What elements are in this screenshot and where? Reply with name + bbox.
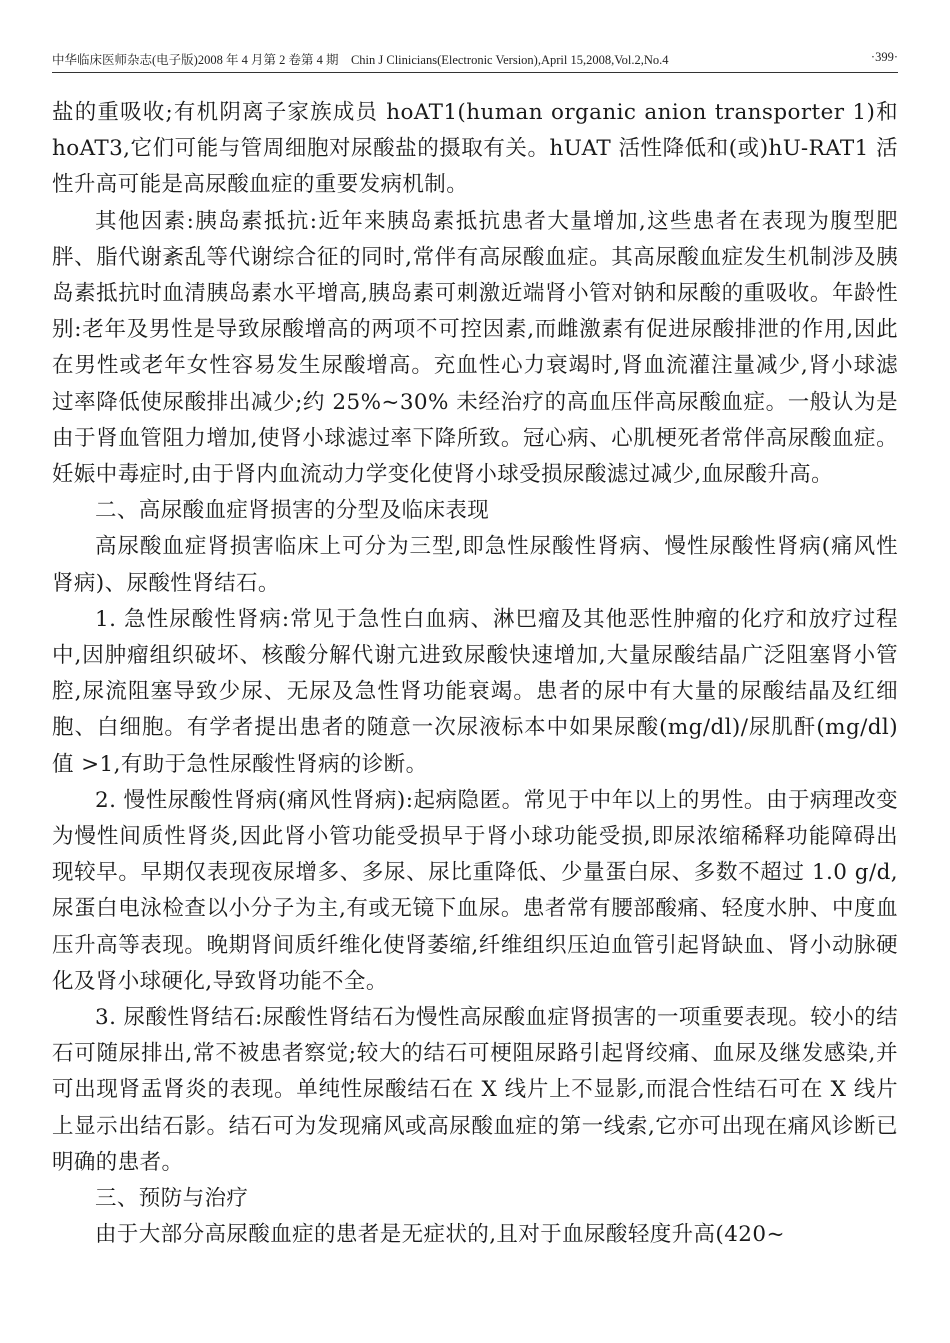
section-heading-classification: 二、高尿酸血症肾损害的分型及临床表现 [95,498,490,524]
paragraph-continuation: 盐的重吸收;有机阴离子家族成员 hoAT1(human organic anion transporter 1)和 hoAT3,它们可能与管周细胞对尿酸盐的摄取有关。hUAT 活性降低和(或)hU-RAT1 活性升高可能是高尿酸血症的重要发病机制。 [52,100,898,198]
paragraph-three-types: 高尿酸血症肾损害临床上可分为三型,即急性尿酸性肾病、慢性尿酸性肾病(痛风性肾病)、尿酸性肾结石。 [52,534,898,596]
article-body [52,95,898,1254]
paragraph-uric-acid-stones: 3. 尿酸性肾结石:尿酸性肾结石为慢性高尿酸血症肾损害的一项重要表现。较小的结石可随尿排出,常不被患者察觉;较大的结石可梗阻尿路引起肾绞痛、血尿及继发感染,并可出现肾盂肾炎的表现。单纯性尿酸结石在 X 线片上不显影,而混合性结石可在 X 线片上显示出结石影。结石可为发现痛风或高尿酸血症的第一线索,它亦可出现在痛风诊断已明确的患者。 [52,1005,898,1175]
header-rule [52,72,898,73]
paragraph-prevention-start: 由于大部分高尿酸血症的患者是无症状的,且对于血尿酸轻度升高(420~ [95,1222,785,1248]
journal-citation: 中华临床医师杂志(电子版)2008 年 4 月第 2 卷第 4 期 Chin J Clinicians(Electronic Version),April 15,2008,Vol.2,No.4 [52,53,669,67]
paragraph-other-factors: 其他因素:胰岛素抵抗:近年来胰岛素抵抗患者大量增加,这些患者在表现为腹型肥胖、脂代谢紊乱等代谢综合征的同时,常伴有高尿酸血症。其高尿酸血症发生机制涉及胰岛素抵抗时血清胰岛素水平增高,胰岛素可刺激近端肾小管对钠和尿酸的重吸收。年龄性别:老年及男性是导致尿酸增高的两项不可控因素,而雌激素有促进尿酸排泄的作用,因此在男性或老年女性容易发生尿酸增高。充血性心力衰竭时,肾血流灌注量减少,肾小球滤过率降低使尿酸排出减少;约 25%~30% 未经治疗的高血压伴高尿酸血症。一般认为是由于肾血管阻力增加,使肾小球滤过率下降所致。冠心病、心肌梗死者常伴高尿酸血症。妊娠中毒症时,由于肾内血流动力学变化使肾小球受损尿酸滤过减少,血尿酸升高。 [52,208,898,488]
section-heading-prevention: 三、预防与治疗 [95,1186,249,1212]
page-number: ·399· [870,50,898,64]
paragraph-chronic-nephropathy: 2. 慢性尿酸性肾病(痛风性肾病):起病隐匿。常见于中年以上的男性。由于病理改变为慢性间质性肾炎,因此肾小管功能受损早于肾小球功能受损,即尿浓缩稀释功能障碍出现较早。早期仅表现夜尿增多、多尿、尿比重降低、少量蛋白尿、多数不超过 1.0 g/d,尿蛋白电泳检查以小分子为主,有或无镜下血尿。患者常有腰部酸痛、轻度水肿、中度血压升高等表现。晚期肾间质纤维化使肾萎缩,纤维组织压迫血管引起肾缺血、肾小动脉硬化及肾小球硬化,导致肾功能不全。 [52,787,898,994]
paragraph-acute-nephropathy: 1. 急性尿酸性肾病:常见于急性白血病、淋巴瘤及其他恶性肿瘤的化疗和放疗过程中,因肿瘤组织破坏、核酸分解代谢亢进致尿酸快速增加,大量尿酸结晶广泛阻塞肾小管腔,尿流阻塞导致少尿、无尿及急性肾功能衰竭。患者的尿中有大量的尿酸结晶及红细胞、白细胞。有学者提出患者的随意一次尿液标本中如果尿酸(mg/dl)/尿肌酐(mg/dl)值 >1,有助于急性尿酸性肾病的诊断。 [52,606,898,777]
